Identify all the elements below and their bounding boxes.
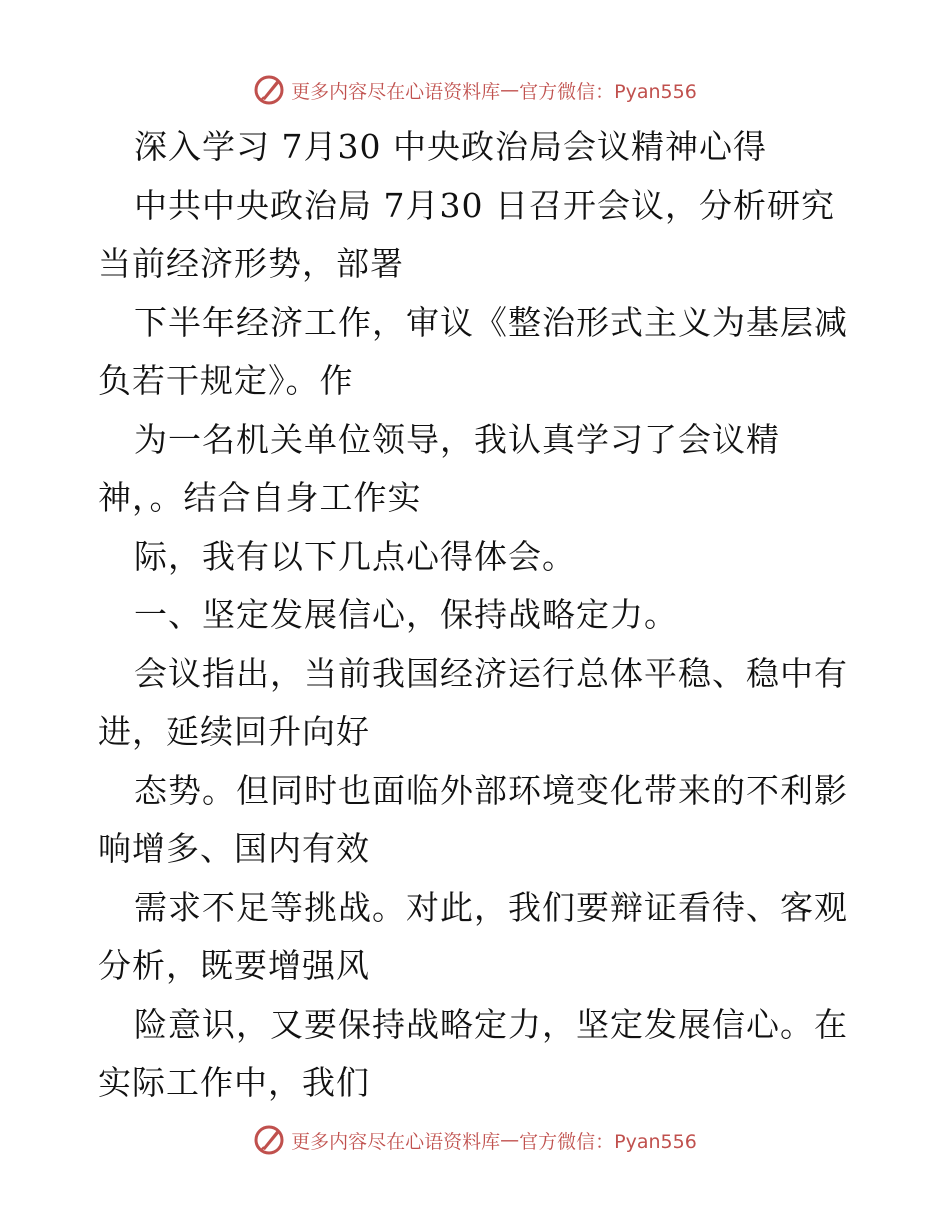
watermark-brand-text: 更多内容尽在心语资料库 xyxy=(291,80,501,103)
watermark-header xyxy=(0,70,950,110)
text-line: 分析，既要增强风 xyxy=(98,946,370,985)
text-line: 一、坚定发展信心，保持战略定力。 xyxy=(134,595,678,634)
text-line: 际，我有以下几点心得体会。 xyxy=(134,536,576,576)
text-line: 为一名机关单位领导，我认真学习了会议精 xyxy=(134,419,780,459)
text-line: 险意识，又要保持战略定力，坚定发展信心。在 xyxy=(134,1004,848,1044)
document-title: 深入学习 7月30 中央政治局会议精神心得 xyxy=(134,127,767,166)
watermark-wechat-text: 官方微信：Pyan556 xyxy=(519,80,697,103)
text-line: 中共中央政治局 7月30 日召开会议，分析研究 xyxy=(134,185,835,225)
watermark-separator: — xyxy=(500,79,520,101)
watermark-wechat-text: 官方微信：Pyan556 xyxy=(519,1130,697,1153)
text-line: 下半年经济工作，审议《整治形式主义为基层减 xyxy=(134,302,848,342)
text-line: 需求不足等挑战。对此，我们要辩证看待、客观 xyxy=(134,887,848,927)
text-line: 响增多、国内有效 xyxy=(98,829,370,868)
text-line: 态势。但同时也面临外部环境变化带来的不利影 xyxy=(134,770,848,810)
text-line: 神，。结合自身工作实 xyxy=(98,478,422,517)
quill-pen-logo-icon xyxy=(253,73,287,107)
watermark-footer xyxy=(0,1120,950,1160)
quill-pen-logo-icon xyxy=(253,1123,287,1157)
watermark-separator: — xyxy=(500,1129,520,1151)
text-line: 负若干规定》。作 xyxy=(98,361,354,400)
document-body xyxy=(98,118,858,1113)
text-line: 实际工作中，我们 xyxy=(98,1063,370,1102)
watermark-brand-text: 更多内容尽在心语资料库 xyxy=(291,1130,501,1153)
text-line: 进，延续回升向好 xyxy=(98,712,370,751)
text-line: 会议指出，当前我国经济运行总体平稳、稳中有 xyxy=(134,653,848,693)
text-line: 当前经济形势，部署 xyxy=(98,244,404,283)
